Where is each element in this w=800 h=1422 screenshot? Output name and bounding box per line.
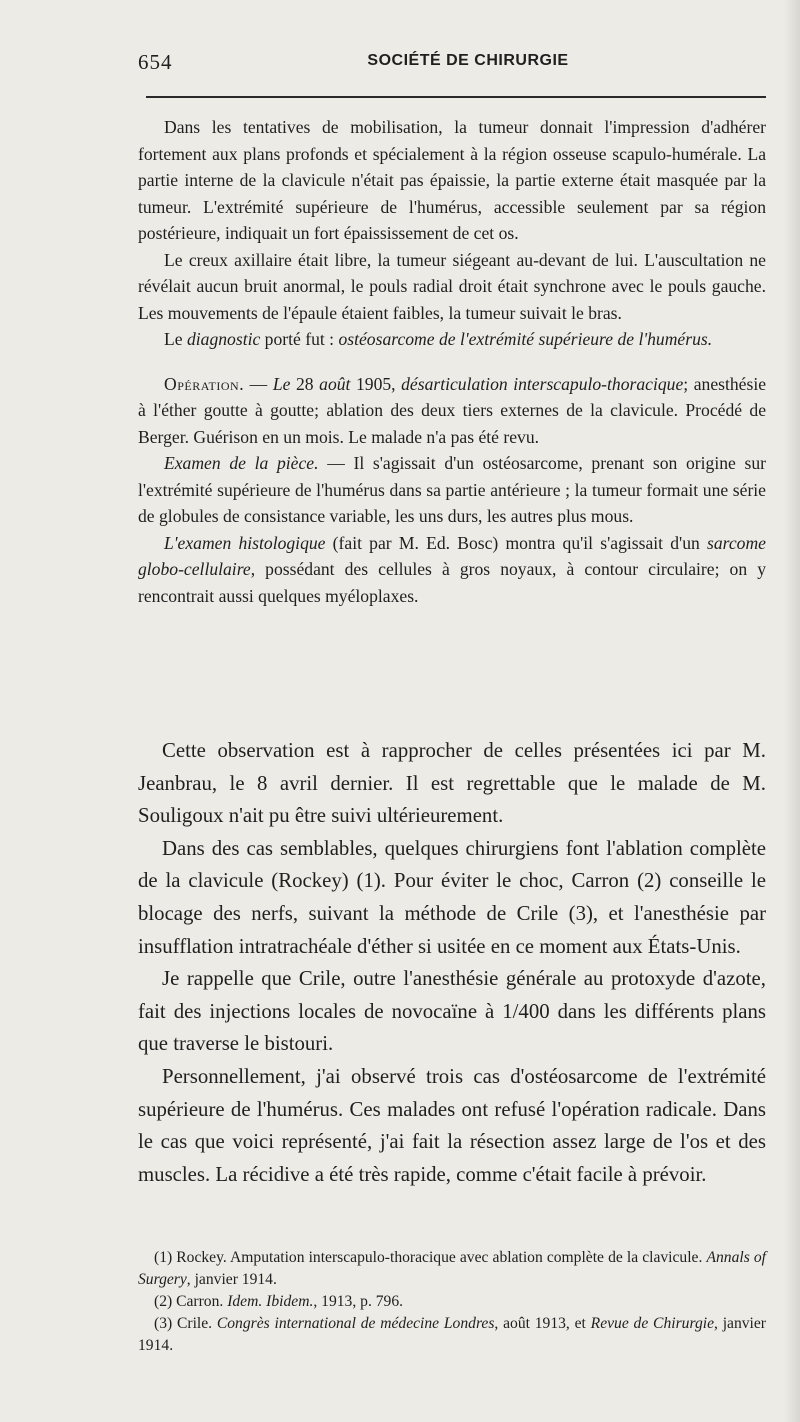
- operation-label: Opération.: [164, 373, 245, 394]
- page-edge-shadow: [784, 0, 800, 1422]
- footnote-3: (3) Crile. Congrès international de médecine Londres, août 1913, et Revue de Chirurgie, janvier 1914.: [138, 1315, 766, 1354]
- commentary-paragraph-clavicle: Dans des cas semblables, quelques chirurgiens font l'ablation complète de la clavicule (Rockey) (1). Pour éviter le choc, Carron (2) conseille le blocage des nerfs, suivant la méthode de Crile (3), et l'anesthésie par insufflation intratrachéale d'éther si usitée en ce moment aux États-Unis.: [138, 836, 766, 958]
- running-title: SOCIÉTÉ DE CHIRURGIE: [367, 52, 569, 69]
- footnote-2: (2) Carron. Idem. Ibidem., 1913, p. 796.: [154, 1293, 404, 1310]
- case-paragraph-auscultation: Le creux axillaire était libre, la tumeur siégeant au-devant de lui. L'auscultation ne révélait aucun bruit anormal, le pouls radial droit était synchrone avec le pouls gauche. Les mouvements de l'épaule étaient faibles, la tumeur suivait le bras.: [138, 249, 766, 323]
- case-paragraph-histology: L'examen histologique (fait par M. Ed. Bosc) montra qu'il s'agissait d'un sarcome globo-cellulaire, possédant des cellules à gros noyaux, à contour circulaire; on y rencontrait aussi quelques myéloplaxes.: [138, 532, 766, 606]
- commentary-paragraph-jeanbrau: Cette observation est à rapprocher de celles présentées ici par M. Jeanbrau, le 8 avril dernier. Il est regrettable que le malade de M. Souligoux n'ait pu être suivi ultérieurement.: [138, 739, 766, 828]
- header-rule: [146, 96, 766, 98]
- footnotes: [138, 1247, 766, 1357]
- case-paragraph-diagnosis: Le diagnostic porté fut : ostéosarcome de l'extrémité supérieure de l'humérus.: [164, 329, 713, 349]
- case-paragraph-specimen: Examen de la pièce. — Il s'agissait d'un ostéosarcome, prenant son origine sur l'extrémité supérieure de l'humérus dans sa partie antérieure ; la tumeur formait une série de globules de consistance variable, les uns durs, les autres plus mous.: [138, 453, 766, 526]
- case-paragraph-operation: Opération. — Le 28 août 1905, désarticulation interscapulo-thoracique; anesthésie à l'éther goutte à goutte; ablation des deux tiers externes de la clavicule. Procédé de Berger. Guérison en un mois. Le malade n'a pas été revu.: [138, 373, 767, 447]
- case-paragraph-mobilisation: Dans les tentatives de mobilisation, la tumeur donnait l'impression d'adhérer fortement aux plans profonds et spécialement à la région osseuse scapulo-humérale. La partie interne de la clavicule n'était pas épaissie, la partie externe était masquée par la tumeur. L'extrémité supérieure de l'humérus, accessible seulement par sa région postérieure, indiquait un fort épaississement de cet os.: [138, 117, 766, 243]
- commentary-paragraph-crile: Je rappelle que Crile, outre l'anesthésie générale au protoxyde d'azote, fait des injections locales de novocaïne à 1/400 dans les différents plans que traverse le bistouri.: [138, 967, 766, 1056]
- page-number: 654: [138, 50, 173, 74]
- commentary: [138, 735, 766, 1191]
- case-report: [138, 114, 766, 609]
- page-header: [138, 50, 768, 80]
- footnote-1: (1) Rockey. Amputation interscapulo-thoracique avec ablation complète de la clavicule. Annals of Surgery, janvier 1914.: [138, 1249, 766, 1288]
- commentary-paragraph-personal: Personnellement, j'ai observé trois cas d'ostéosarcome de l'extrémité supérieure de l'humérus. Ces malades ont refusé l'opération radicale. Dans le cas que voici représenté, j'ai fait la résection assez large de l'os et des muscles. La récidive a été très rapide, comme c'était facile à prévoir.: [138, 1064, 766, 1186]
